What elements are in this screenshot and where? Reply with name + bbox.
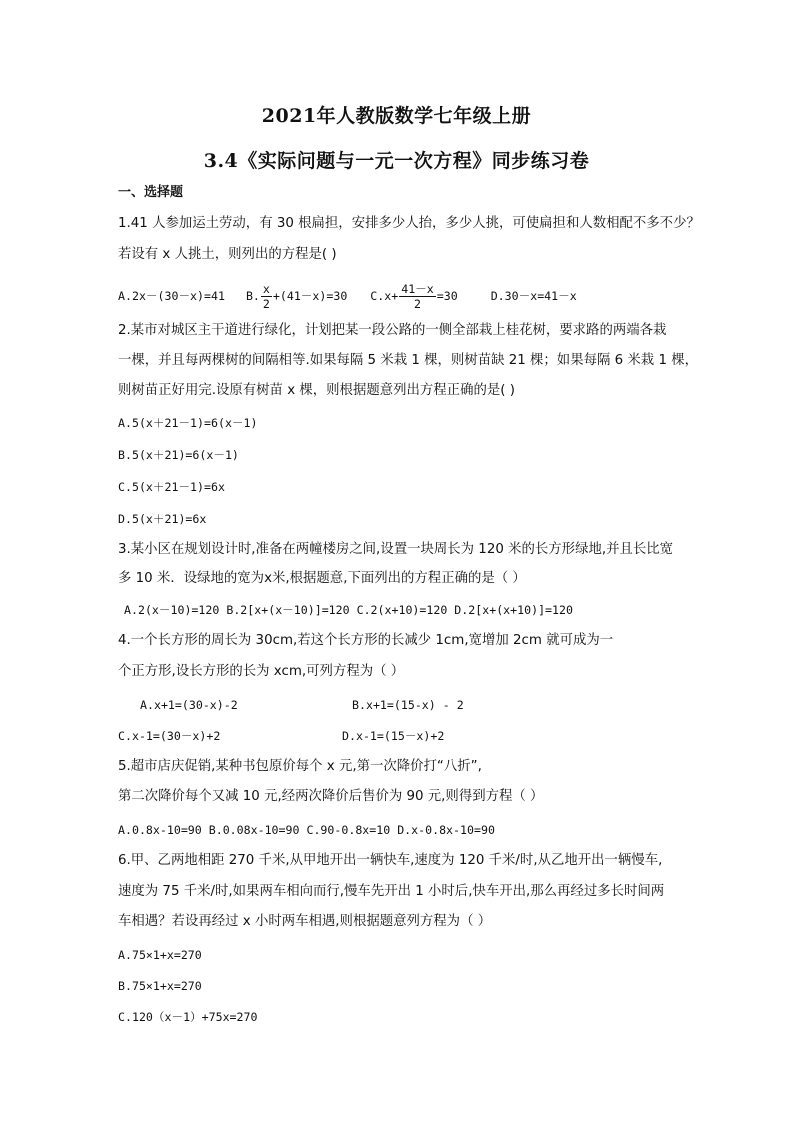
question-2-line-2: 一棵，并且每两棵树的间隔相等.如果每隔 5 米栽 1 棵，则树苗缺 21 棵；如果每隔 6 米栽 1 棵，	[118, 353, 698, 368]
question-5-line-1: 5.超市店庆促销,某种书包原价每个 x 元,第一次降价打“八折”,	[118, 759, 482, 774]
question-1-option-b: B. $\frac{x}{2}$ +(41－x)=30	[245, 282, 348, 311]
fraction: $\frac{x}{2}$	[262, 282, 270, 311]
question-6-option-a: A.75×1+x=270	[118, 948, 202, 962]
question-2-option-a: A.5(x＋21－1)=6(x－1)	[118, 416, 258, 430]
question-6-line-3: 车相遇？若设再经过 x 小时两车相遇,则根据题意列方程为（ ）	[118, 914, 492, 929]
question-1-line-1: 1.41 人参加运土劳动，有 30 根扁担，安排多少人抬，多少人挑，可使扁担和人数相配不多不少？	[118, 216, 700, 231]
document-subtitle: 3.4《实际问题与一元一次方程》同步练习卷	[203, 150, 590, 172]
question-1-line-2: 若设有 x 人挑土，则列出的方程是( )	[118, 247, 337, 262]
question-6-line-2: 速度为 75 千米/时,如果两车相向而行,慢车先开出 1 小时后,快车开出,那么再经过多长时间两	[118, 884, 665, 899]
question-4-line-1: 4.一个长方形的周长为 30cm,若这个长方形的长减少 1cm,宽增加 2cm 就可成为一	[118, 633, 614, 648]
question-4-option-d: D.x-1=(15－x)+2	[342, 729, 445, 743]
document-title: 2021年人教版数学七年级上册	[261, 105, 532, 127]
question-3-line-2: 多 10 米．设绿地的宽为x米,根据题意,下面列出的方程正确的是（ ）	[118, 571, 526, 586]
question-6-line-1: 6.甲、乙两地相距 270 千米,从甲地开出一辆快车,速度为 120 千米/时,从乙地开出一辆慢车,	[118, 853, 663, 868]
fraction: $\frac{41-x}{2}$	[401, 282, 434, 311]
question-1-option-c: C.x+ $\frac{41-x}{2}$ =30	[370, 282, 458, 311]
question-4-option-c: C.x-1=(30－x)+2	[118, 729, 221, 743]
question-5-options: A.0.8x-10=90 B.0.08x-10=90 C.90-0.8x=10 D.x-0.8x-10=90	[118, 823, 495, 837]
question-3-line-1: 3.某小区在规划设计时,准备在两幢楼房之间,设置一块周长为 120 米的长方形绿地,并且长比宽	[118, 542, 674, 557]
question-2-option-c: C.5(x＋21－1)=6x	[118, 480, 225, 494]
question-4-line-2: 个正方形,设长方形的长为 xcm,可列方程为（ ）	[118, 664, 405, 679]
question-4-option-a: A.x+1=(30-x)-2	[140, 698, 238, 712]
question-2-option-d: D.5(x＋21)=6x	[118, 512, 207, 526]
question-1-option-a: A.2x－(30－x)=41	[118, 289, 225, 303]
question-2-option-b: B.5(x＋21)=6(x－1)	[118, 448, 239, 462]
question-2-line-1: 2.某市对城区主干道进行绿化，计划把某一段公路的一侧全部栽上桂花树，要求路的两端各栽	[118, 323, 667, 338]
question-5-line-2: 第二次降价每个又减 10 元,经两次降价后售价为 90 元,则得到方程（ ）	[118, 789, 544, 804]
question-2-line-3: 则树苗正好用完.设原有树苗 x 棵，则根据题意列出方程正确的是( )	[118, 383, 515, 398]
question-1-options	[118, 282, 577, 311]
question-4-option-b: B.x+1=(15-x) - 2	[352, 698, 464, 712]
question-6-option-b: B.75×1+x=270	[118, 979, 202, 993]
question-6-option-c: C.120（x－1）+75x=270	[118, 1010, 258, 1024]
section-heading: 一、选择题	[118, 185, 184, 200]
question-1-option-d: D.30－x=41－x	[490, 289, 577, 303]
question-3-options: A.2(x－10)=120 B.2[x+(x－10)]=120 C.2(x+10)=120 D.2[x+(x+10)]=120	[124, 603, 573, 617]
